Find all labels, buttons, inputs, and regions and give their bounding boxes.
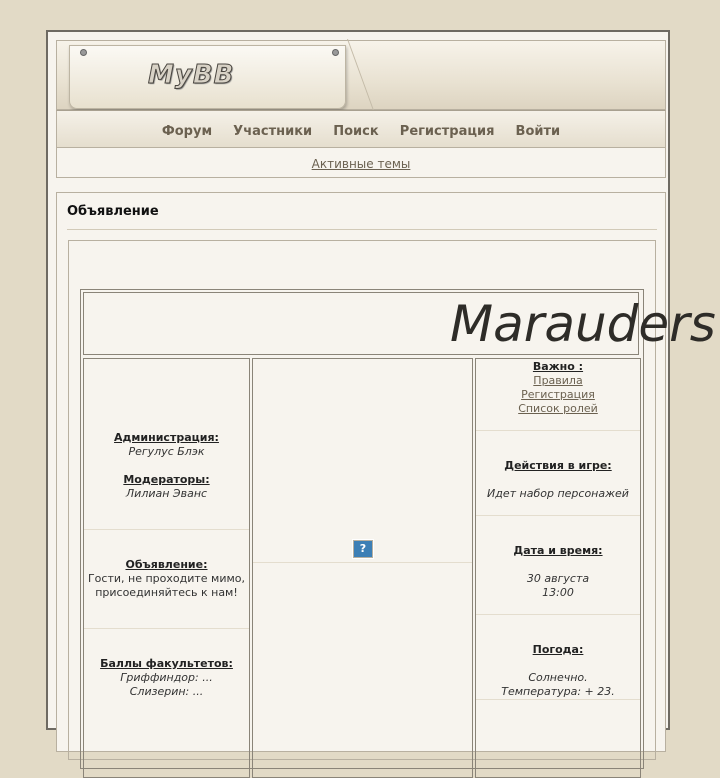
nav-register[interactable]: Регистрация	[399, 124, 495, 139]
game-date: 30 августа	[526, 572, 590, 585]
sub-nav	[56, 148, 666, 178]
header-divider	[347, 39, 407, 119]
game-actions-text: Идет набор персонажей	[487, 487, 629, 500]
right-column	[475, 358, 641, 778]
important-block	[476, 360, 640, 416]
datetime-heading: Дата и время:	[513, 544, 603, 557]
moderators-heading: Модераторы:	[123, 473, 210, 486]
weather-block	[476, 643, 640, 699]
weather-condition: Солнечно.	[528, 671, 588, 684]
weather-temperature: Температура: + 23.	[501, 685, 615, 698]
house-points-gryffindor: Гриффиндор: ...	[120, 671, 213, 684]
divider	[476, 430, 640, 431]
board-title: Marauders	[450, 295, 716, 353]
house-points-block	[84, 657, 249, 699]
registration-link[interactable]: Регистрация	[521, 388, 595, 401]
divider	[253, 562, 472, 563]
middle-column	[252, 358, 473, 778]
datetime-block	[476, 544, 640, 600]
admin-name: Регулус Блэк	[128, 445, 205, 458]
board-title-cell	[83, 292, 716, 355]
divider	[476, 515, 640, 516]
notice-heading: Объявление:	[125, 558, 208, 571]
left-column	[83, 358, 250, 778]
divider	[84, 529, 249, 530]
notice-text: присоединяйтесь к нам!	[95, 586, 238, 599]
logo-plate[interactable]	[69, 45, 346, 109]
notice-block	[84, 558, 249, 600]
divider	[476, 614, 640, 615]
moderator-name: Лилиан Эванс	[125, 487, 208, 500]
weather-heading: Погода:	[532, 643, 584, 656]
nav-search[interactable]: Поиск	[333, 124, 379, 139]
board-table	[80, 289, 716, 769]
announcement-title: Объявление	[67, 204, 159, 219]
broken-image-icon: ?	[353, 540, 373, 558]
important-heading: Важно :	[532, 360, 584, 373]
screw-icon	[80, 49, 87, 56]
announcement-section	[56, 192, 716, 752]
nav-members[interactable]: Участники	[233, 124, 313, 139]
logo: MyBB	[148, 60, 235, 90]
announcement-body	[68, 240, 716, 760]
rules-link[interactable]: Правила	[533, 374, 583, 387]
divider	[476, 699, 640, 700]
game-actions-heading: Действия в игре:	[504, 459, 612, 472]
admin-heading: Администрация:	[114, 431, 219, 444]
house-points-heading: Баллы факультетов:	[100, 657, 233, 670]
roles-list-link[interactable]: Список ролей	[518, 402, 598, 415]
screw-icon	[332, 49, 339, 56]
active-topics-link[interactable]: Активные темы	[311, 157, 411, 171]
main-nav	[56, 110, 666, 148]
game-actions-block	[476, 459, 640, 501]
forum-page	[46, 30, 716, 730]
divider	[84, 628, 249, 629]
house-points-slytherin: Слизерин: ...	[129, 685, 204, 698]
nav-forum[interactable]: Форум	[161, 124, 213, 139]
game-time: 13:00	[542, 586, 574, 599]
notice-text: Гости, не проходите мимо,	[87, 572, 246, 585]
header-banner	[56, 40, 666, 110]
divider	[67, 229, 657, 230]
administration-block	[84, 431, 249, 501]
nav-login[interactable]: Войти	[515, 124, 561, 139]
